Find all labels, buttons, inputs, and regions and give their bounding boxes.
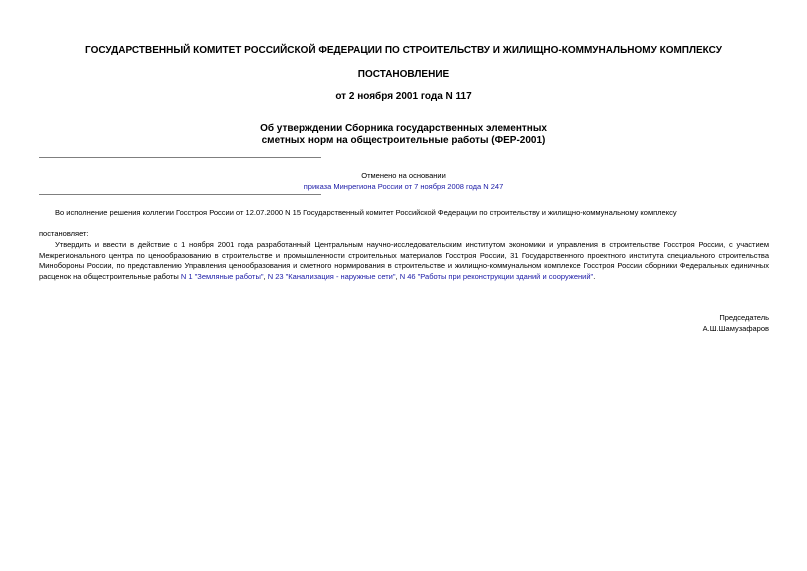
- document-subject: [0, 123, 807, 147]
- signatory-name: А.Ш.Шамузафаров: [702, 324, 769, 333]
- signature-block: [560, 312, 769, 334]
- signatory-title: Председатель: [719, 313, 769, 322]
- cancellation-order-link[interactable]: приказа Минрегиона России от 7 ноября 2008 года N 247: [303, 182, 504, 191]
- preamble-paragraph: Во исполнение решения коллегии Госстроя России от 12.07.2000 N 15 Государственный комитет Российской Федерации по строительству и жилищно-коммунальному комплексу: [55, 208, 677, 217]
- cancellation-note: [0, 170, 807, 192]
- resolves-label: постановляет:: [39, 229, 89, 238]
- separator-2: ,: [395, 271, 400, 281]
- subject-line-1: Об утверждении Сборника государственных элементных: [260, 123, 547, 134]
- link-collection-46[interactable]: N 46 "Работы при реконструкции зданий и сооружений": [399, 271, 594, 281]
- separator-1: ,: [263, 271, 268, 281]
- divider-bottom: [39, 194, 321, 195]
- document-kind: ПОСТАНОВЛЕНИЕ: [357, 69, 450, 80]
- divider-top: [39, 157, 321, 158]
- main-paragraph: [39, 240, 769, 282]
- subject-line-2: сметных норм на общестроительные работы (ФЕР-2001): [261, 135, 546, 146]
- issuer-title: ГОСУДАРСТВЕННЫЙ КОМИТЕТ РОССИЙСКОЙ ФЕДЕРАЦИИ ПО СТРОИТЕЛЬСТВУ И ЖИЛИЩНО-КОММУНАЛЬНОМУ КОМПЛЕКСУ: [85, 45, 722, 56]
- link-collection-1[interactable]: N 1 "Земляные работы": [180, 271, 264, 281]
- paragraph-end: .: [593, 271, 596, 281]
- main-paragraph-text: Утвердить и ввести в действие с 1 ноября 2001 года разработанный Центральным научно-исследовательским институтом экономики и управления в строительстве Госстроя России, с участием Межрегионального центра по ценообразованию в строительстве и промышленности строительных материалов Госстроя России, 31 Государственного проектного института специального строительства Минобороны России, по представлению Управления ценообразования и сметного нормирования в строительстве и жилищно-коммунальном комплексе Госстроя России сборники Федеральных единичных расценок на общестроительные работы: [39, 240, 769, 281]
- document-date: от 2 ноября 2001 года N 117: [335, 91, 472, 102]
- link-collection-23[interactable]: N 23 "Канализация - наружные сети": [267, 271, 396, 281]
- cancellation-text: Отменено на основании: [361, 171, 446, 180]
